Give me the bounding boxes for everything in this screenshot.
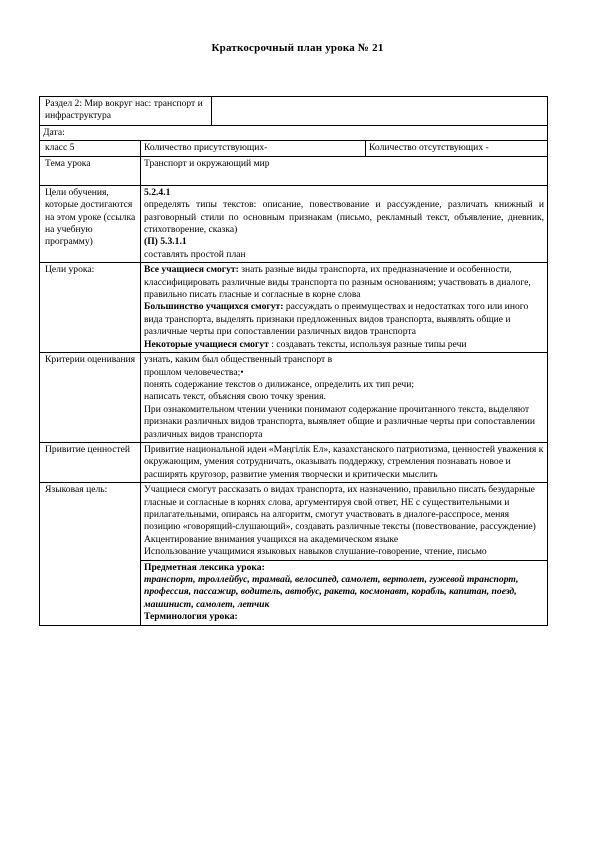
topic-label: Тема урока: [45, 157, 91, 169]
criteria-line-2: прошлом человечества;•: [144, 366, 244, 378]
some-students-text: : создавать тексты, используя разные типы речи: [268, 338, 467, 350]
absent-label: Количество отсутствующих -: [369, 142, 489, 154]
all-students-goal: [144, 264, 544, 301]
section-empty-cell: [212, 97, 548, 126]
criteria-line-5: При ознакомительном чтении ученики понимают содержание прочитанного текста, выделяют признаки различных видов транспорта, выявляет общие и различные черты при сопоставлении различных видов транспорта: [144, 403, 536, 440]
lesson-goals-row: [40, 263, 548, 353]
class-label: класс 5: [45, 142, 75, 154]
language-goal-row: [40, 483, 548, 560]
date-row: [40, 126, 548, 141]
vocabulary-list: транспорт, троллейбус, трамвай, велосипед, самолет, вертолет, гужевой транспорт, профессия, пассажир, водитель, автобус, ракета, космонавт, корабль, капитан, поезд, машинист, самолет, летчик: [144, 574, 519, 610]
learning-goals-value-cell: [141, 185, 548, 262]
criteria-row: [40, 353, 548, 443]
section-label: Раздел 2: Мир вокруг нас: транспорт и инфраструктура: [45, 98, 203, 122]
topic-row: [40, 156, 548, 185]
criteria-value-cell: [141, 353, 548, 443]
lesson-goals-label-cell: [40, 263, 141, 353]
lesson-goals-label: Цели урока:: [45, 264, 95, 276]
vocabulary-cell: [141, 560, 548, 625]
language-goal-text-2: Акцентирование внимания учащихся на академическом языке: [144, 533, 399, 545]
most-students-text: рассуждать о преимуществах и недостатках того или иного вида транспорта, выделять признаки предложенных видов транспорта, выявлять общие и различные черты при сопоставлении различных видов транспорта: [144, 301, 529, 338]
topic-value-cell: [141, 156, 548, 185]
present-label: Количество присутствующих-: [144, 142, 268, 154]
most-students-goal: [144, 301, 544, 338]
vocabulary-title: Предметная лексика урока:: [144, 561, 265, 573]
class-row: [40, 141, 548, 156]
section-cell: [40, 97, 212, 126]
values-label-cell: [40, 442, 141, 482]
learning-goal-text-2: составлять простой план: [144, 248, 246, 260]
criteria-line-1: узнать, каким был общественный транспорт в: [144, 354, 333, 366]
topic-value: Транспорт и окружающий мир: [144, 157, 270, 169]
page-title: Краткосрочный план урока № 21: [211, 42, 384, 54]
some-students-heading: Некоторые учащиеся смогут: [144, 338, 269, 350]
values-label: Привитие ценностей: [45, 443, 131, 455]
criteria-label: Критерии оценивания: [45, 354, 136, 366]
language-goal-text-3: Использование учащимися языковых навыков слушание-говорение, чтение, письмо: [144, 546, 487, 558]
all-students-text: знать разные виды транспорта, их предназначение и особенности, классифицировать различные виды транспорта по разным основаниям; участвовать в диалоге, правильно писать гласные и согласные в корне слова: [144, 264, 531, 301]
topic-label-cell: [40, 156, 141, 185]
values-text: Привитие национальной идеи «Мәңгілік Ел», казахстанского патриотизма, ценностей уважения к окружающим, умения сотрудничать, оказывать поддержку, стремления познавать новое и расширять кругозор, развитие умения творчески и критически мыслить: [144, 443, 544, 480]
learning-goals-label: Цели обучения, которые достигаются на этом уроке (ссылка на учебную программу): [45, 186, 136, 248]
learning-goal-code-1: 5.2.4.1: [144, 186, 171, 198]
criteria-label-cell: [40, 353, 141, 443]
criteria-line-3: понять содержание текстов о дилижансе, определить их тип речи;: [144, 378, 414, 390]
section-row: [40, 97, 548, 126]
learning-goals-row: [40, 185, 548, 262]
lesson-goals-value-cell: [141, 263, 548, 353]
some-students-goal: [144, 339, 544, 351]
language-goal-label: Языковая цель:: [45, 484, 108, 496]
terminology-title: Терминология урока:: [144, 611, 238, 623]
values-row: [40, 442, 548, 482]
criteria-line-4: написать текст, объясняя свою точку зрения.: [144, 391, 326, 403]
learning-goal-code-2: (П) 5.3.1.1: [144, 236, 187, 248]
all-students-heading: Все учащиеся смогут:: [144, 264, 239, 276]
lesson-plan-table: [39, 96, 548, 626]
date-cell: [40, 126, 548, 141]
learning-goal-text-1: определять типы текстов: описание, повествование и рассуждение, различать книжный и разговорный стили по основным признакам (письмо, рекламный текст, объявление, дневник, стихотворение, сказка): [144, 199, 545, 236]
absent-cell: [366, 141, 548, 156]
date-label: Дата:: [43, 127, 65, 138]
language-goal-label-cell: [40, 483, 141, 625]
present-cell: [141, 141, 366, 156]
learning-goals-label-cell: [40, 185, 141, 262]
language-goal-text-1: Учащиеся смогут рассказать о видах транспорта, их назначению, правильно писать безударные гласные и согласные в корнях слова, аргументируя свой ответ, НЕ с существительными и прилагательными, опираясь на алгоритм, смогут участвовать в диалоге-расспросе, меняя позицию «говорящий-слушающий», создавать различные тексты (повествование, рассуждение): [144, 484, 536, 533]
most-students-heading: Большинство учащихся смогут:: [144, 301, 284, 313]
class-cell: [40, 141, 141, 156]
language-goal-value-cell: [141, 483, 548, 560]
values-value-cell: [141, 442, 548, 482]
